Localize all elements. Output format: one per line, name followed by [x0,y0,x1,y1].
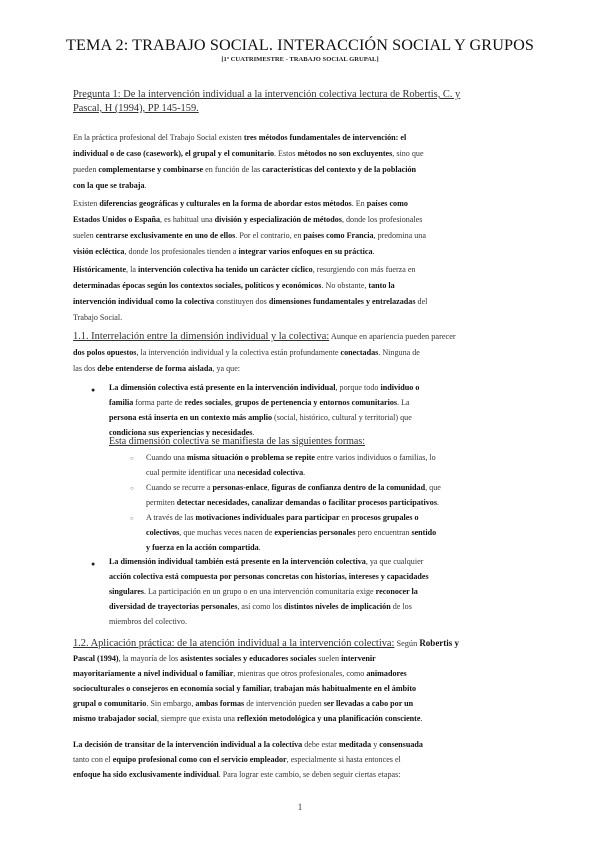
paragraph-2-line-4: visión ecléctica, donde los profesionales tienden a integrar varios enfoques en su práctica. [73,247,375,256]
paragraph-2-line-3: suelen centrarse exclusivamente en uno de ellos. Por el contrario, en países como Francia, predomina una [73,231,426,240]
paragraph-3-line-4: Trabajo Social. [73,313,123,322]
sublist-heading: Esta dimensión colectiva se manifiesta de las siguientes formas: [109,436,366,447]
paragraph-2-line-1: Existen diferencias geográficas y culturales en la forma de abordar estos métodos. En países como [73,199,408,208]
sub-bullet-icon: ○ [130,456,134,462]
section-1-1-heading: 1.1. Interrelación entre la dimensión individual y la colectiva: Aunque en apariencia pueden parecer [73,331,456,342]
bullet-2-line-2: acción colectiva está compuesta por personas concretas con historias, intereses y capacidades [109,572,429,581]
bullet-2-line-4: diversidad de trayectorias personales, así como los distintos niveles de implicación de los [109,602,412,611]
section-1-2-line-2: Pascal (1994), la mayoría de los asistentes sociales y educadores sociales suelen intervenir [73,654,376,663]
bullet-1-line-2: familia forma parte de redes sociales, grupos de pertenencia y entornos comunitarios. La [109,398,410,407]
paragraph-3-line-2: determinadas épocas según los contextos sociales, políticos y económicos. No obstante, tanto la [73,281,395,290]
question-heading-line-1: Pregunta 1: De la intervención individual a la intervención colectiva lectura de Robertis, C. y [73,89,461,100]
sub-bullet-icon: ○ [130,516,134,522]
section-1-2-line-6: mismo trabajador social, siempre que exista una reflexión metodológica y una planificación consciente. [73,714,423,723]
bullet-icon: ● [91,386,96,394]
sub-item-1-line-1: Cuando una misma situación o problema se repite entre varios individuos o familias, lo [146,453,436,462]
paragraph-1-line-4: con la que se trabaja. [73,181,147,190]
paragraph-2-line-2: Estados Unidos o España, es habitual una división y especialización de métodos, donde los profesionales [73,215,423,224]
bullet-2-line-5: miembros del colectivo. [109,617,187,626]
bullet-2-line-3: singulares. La participación en un grupo o en una intervención comunitaria exige reconocer la [109,587,418,596]
section-1-1-line-3: las dos debe entenderse de forma aislada, ya que: [73,364,241,373]
page-number: 1 [297,802,303,812]
page-subtitle: [1º CUATRIMESTRE - TRABAJO SOCIAL GRUPAL] [221,56,379,63]
sub-bullet-icon: ○ [130,486,134,492]
paragraph-4-line-3: enfoque ha sido exclusivamente individual. Para lograr este cambio, se deben seguir ciertas etapas: [73,770,401,779]
sub-item-3-line-1: A través de las motivaciones individuales para participar en procesos grupales o [146,513,419,522]
paragraph-4-line-1: La decisión de transitar de la intervención individual a la colectiva debe estar meditada y consensuada [73,740,423,749]
section-1-2-heading: 1.2. Aplicación práctica: de la atención individual a la intervención colectiva: Según Robertis y [73,638,460,649]
sub-item-2-line-2: permiten detectar necesidades, canalizar demandas o facilitar procesos participativos. [146,498,440,507]
sub-item-3-line-3: y fuerza en la acción compartida. [146,543,261,552]
paragraph-3-line-3: intervención individual como la colectiva constituyen dos dimensiones fundamentales y entrelazadas del [73,297,428,306]
section-1-2-line-5: grupal o comunitario. Sin embargo, ambas formas de intervención pueden ser llevadas a cabo por un [73,699,414,708]
sub-item-3-line-2: colectivos, que muchas veces nacen de experiencias personales pero encuentran sentido [146,528,437,537]
bullet-2-line-1: La dimensión individual también está presente en la intervención colectiva, ya que cualquier [109,557,424,566]
paragraph-1-line-1: En la práctica profesional del Trabajo Social existen tres métodos fundamentales de intervención: el [73,133,407,142]
bullet-1-line-4: condiciona sus experiencias y necesidades. [109,428,255,437]
section-1-2-line-4: socioculturales o consejeros en economía social y familiar, trabajan más habitualmente en el ámbito [73,684,417,693]
bullet-icon: ● [91,560,96,568]
question-heading-line-2: Pascal, H (1994), PP 145-159. [73,103,199,114]
sub-item-2-line-1: Cuando se recurre a personas-enlace, figuras de confianza dentro de la comunidad, que [146,483,441,492]
section-1-1-line-2: dos polos opuestos, la intervención individual y la colectiva están profundamente conectadas. Ninguna de [73,348,420,357]
sub-item-1-line-2: cual permite identificar una necesidad colectiva. [146,468,306,477]
bullet-1-line-3: persona está inserta en un contexto más amplio (social, histórico, cultural y territorial) que [109,413,412,422]
bullet-1-line-1: La dimensión colectiva está presente en la intervención individual, porque todo individuo o [109,383,420,392]
page-title: TEMA 2: TRABAJO SOCIAL. INTERACCIÓN SOCIAL Y GRUPOS [66,36,534,54]
paragraph-3-line-1: Históricamente, la intervención colectiva ha tenido un carácter cíclico, resurgiendo con más fuerza en [73,265,416,274]
paragraph-4-line-2: tanto con el equipo profesional como con el servicio empleador, especialmente si hasta entonces el [73,755,401,764]
paragraph-1-line-3: pueden complementarse y combinarse en función de las características del contexto y de la población [73,165,417,174]
section-1-2-line-3: mayoritariamente a nivel individual o familiar, mientras que otros profesionales, como animadores [73,669,407,678]
paragraph-1-line-2: individual o de caso (casework), el grupal y el comunitario. Estos métodos no son excluyentes, sino que [73,149,424,158]
